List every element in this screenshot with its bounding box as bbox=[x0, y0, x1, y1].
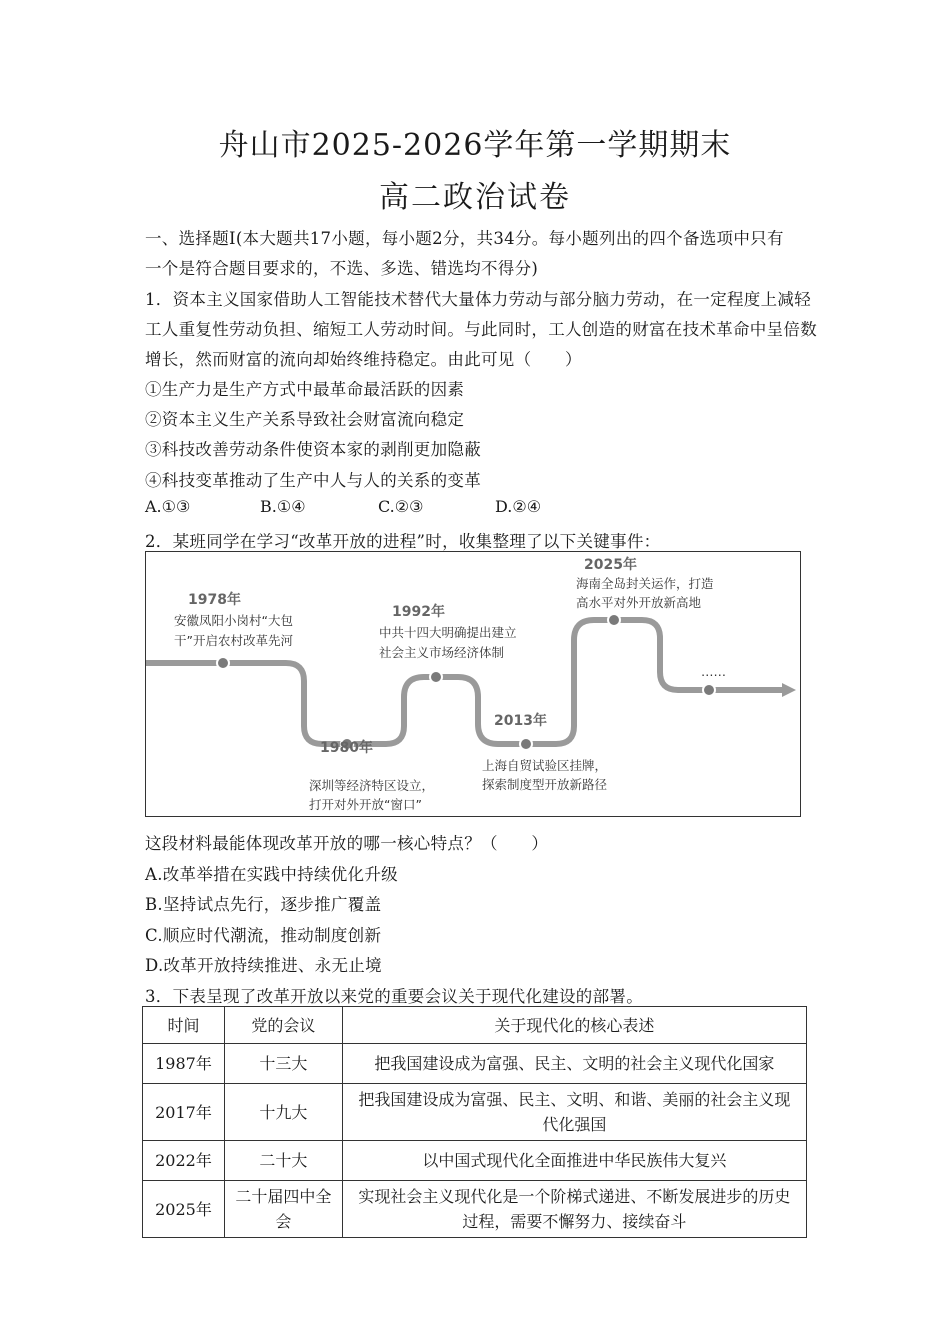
table-cell-meeting: 二十大 bbox=[224, 1141, 342, 1181]
table-row bbox=[143, 1044, 807, 1084]
table-cell-statement bbox=[342, 1181, 806, 1238]
table-header-row bbox=[143, 1007, 807, 1044]
table-cell-meeting: 二十届四中全会 bbox=[224, 1181, 342, 1238]
timeline-desc-1978-line2: 干”开启农村改革先河 bbox=[174, 633, 293, 648]
timeline-desc-2013-line1: 上海自贸试验区挂牌， bbox=[482, 758, 608, 773]
q1-option-d[interactable]: D.②④ bbox=[495, 497, 542, 516]
table-cell-statement bbox=[342, 1141, 806, 1181]
statement-line: 把我国建设成为富强、民主、文明的社会主义现代化国家 bbox=[374, 1054, 775, 1073]
timeline-year-2025: 2025年 bbox=[584, 557, 637, 573]
timeline-desc-2013-line2: 探索制度型开放新路径 bbox=[482, 777, 608, 792]
table-header-cell: 党的会议 bbox=[224, 1007, 342, 1044]
timeline-desc-1980-line1: 深圳等经济特区设立， bbox=[309, 778, 435, 793]
q2-option-c[interactable]: C.顺应时代潮流，推动制度创新 bbox=[145, 926, 382, 945]
timeline-desc-1992-line1: 中共十四大明确提出建立 bbox=[379, 625, 517, 640]
q1-statement: ④科技变革推动了生产中人与人的关系的变革 bbox=[145, 471, 481, 490]
table-cell-year: 2017年 bbox=[143, 1084, 225, 1141]
timeline-node-2013 bbox=[520, 738, 532, 750]
q2-option-b[interactable]: B.坚持试点先行，逐步推广覆盖 bbox=[145, 895, 382, 914]
q1-stem-line2: 工人重复性劳动负担、缩短工人劳动时间。与此同时，工人创造的财富在技术革命中呈倍数 bbox=[145, 320, 817, 339]
q1-option-a[interactable]: A.①③ bbox=[145, 497, 191, 516]
timeline-desc-2025-line1: 海南全岛封关运作，打造 bbox=[576, 576, 714, 591]
meetings-table bbox=[142, 1006, 807, 1238]
q1-stem-line3: 增长，然而财富的流向却始终维持稳定。由此可见（ ） bbox=[145, 350, 582, 369]
timeline-year-1980: 1980年 bbox=[320, 740, 373, 756]
timeline-ellipsis: …… bbox=[701, 664, 726, 679]
section-instruction-line2: 一个是符合题目要求的，不选、多选、错选均不得分) bbox=[145, 259, 539, 278]
reform-timeline-figure bbox=[145, 551, 801, 817]
q1-statement: ②资本主义生产关系导致社会财富流向稳定 bbox=[145, 410, 465, 429]
table-cell-statement bbox=[342, 1044, 806, 1084]
statement-line: 代化强国 bbox=[542, 1115, 607, 1134]
table-row bbox=[143, 1181, 807, 1238]
timeline-node-future bbox=[703, 684, 715, 696]
timeline-year-1992: 1992年 bbox=[392, 604, 445, 620]
statement-line: 过程，需要不懈努力、接续奋斗 bbox=[462, 1212, 687, 1231]
section-instruction-line1: 一、选择题Ⅰ(本大题共17小题，每小题2分，共34分。每小题列出的四个备选项中只有 bbox=[145, 229, 784, 248]
timeline-year-2013: 2013年 bbox=[494, 713, 547, 729]
timeline-node-1978 bbox=[217, 657, 229, 669]
timeline-year-1978: 1978年 bbox=[188, 592, 241, 608]
q1-option-c[interactable]: C.②③ bbox=[378, 497, 424, 516]
q2-question: 这段材料最能体现改革开放的哪一核心特点？（ ） bbox=[145, 834, 549, 853]
timeline-desc-1980-line2: 打开对外开放“窗口” bbox=[309, 797, 422, 812]
table-row bbox=[143, 1141, 807, 1181]
timeline-node-1992 bbox=[430, 671, 442, 683]
exam-title: 舟山市2025-2026学年第一学期期末 bbox=[218, 128, 732, 163]
statement-line: 以中国式现代化全面推进中华民族伟大复兴 bbox=[422, 1151, 727, 1170]
table-cell-meeting: 十九大 bbox=[224, 1084, 342, 1141]
q2-option-a[interactable]: A.改革举措在实践中持续优化升级 bbox=[145, 865, 398, 884]
table-cell-year: 1987年 bbox=[143, 1044, 225, 1084]
timeline-desc-1992-line2: 社会主义市场经济体制 bbox=[379, 645, 505, 660]
q1-option-b[interactable]: B.①④ bbox=[260, 497, 306, 516]
table-cell-year: 2022年 bbox=[143, 1141, 225, 1181]
q1-stem-line1: 1．资本主义国家借助人工智能技术替代大量体力劳动与部分脑力劳动，在一定程度上减轻 bbox=[145, 290, 811, 309]
table-header-cell: 关于现代化的核心表述 bbox=[342, 1007, 806, 1044]
q3-stem: 3．下表呈现了改革开放以来党的重要会议关于现代化建设的部署。 bbox=[145, 987, 643, 1006]
table-cell-meeting: 十三大 bbox=[224, 1044, 342, 1084]
statement-line: 把我国建设成为富强、民主、文明、和谐、美丽的社会主义现 bbox=[358, 1090, 791, 1109]
table-header-cell: 时间 bbox=[143, 1007, 225, 1044]
table-row bbox=[143, 1084, 807, 1141]
timeline-node-2025 bbox=[608, 614, 620, 626]
q2-option-d[interactable]: D.改革开放持续推进、永无止境 bbox=[145, 956, 382, 975]
table-cell-year: 2025年 bbox=[143, 1181, 225, 1238]
q1-statement: ①生产力是生产方式中最革命最活跃的因素 bbox=[145, 380, 465, 399]
statement-line: 实现社会主义现代化是一个阶梯式递进、不断发展进步的历史 bbox=[358, 1187, 791, 1206]
timeline-desc-1978-line1: 安徽凤阳小岗村“大包 bbox=[174, 613, 293, 628]
q2-stem: 2．某班同学在学习“改革开放的进程”时，收集整理了以下关键事件： bbox=[145, 532, 661, 551]
timeline-desc-2025-line2: 高水平对外开放新高地 bbox=[576, 595, 702, 610]
table-cell-statement bbox=[342, 1084, 806, 1141]
exam-subtitle: 高二政治试卷 bbox=[379, 180, 571, 215]
q1-statement: ③科技改善劳动条件使资本家的剥削更加隐蔽 bbox=[145, 440, 481, 459]
